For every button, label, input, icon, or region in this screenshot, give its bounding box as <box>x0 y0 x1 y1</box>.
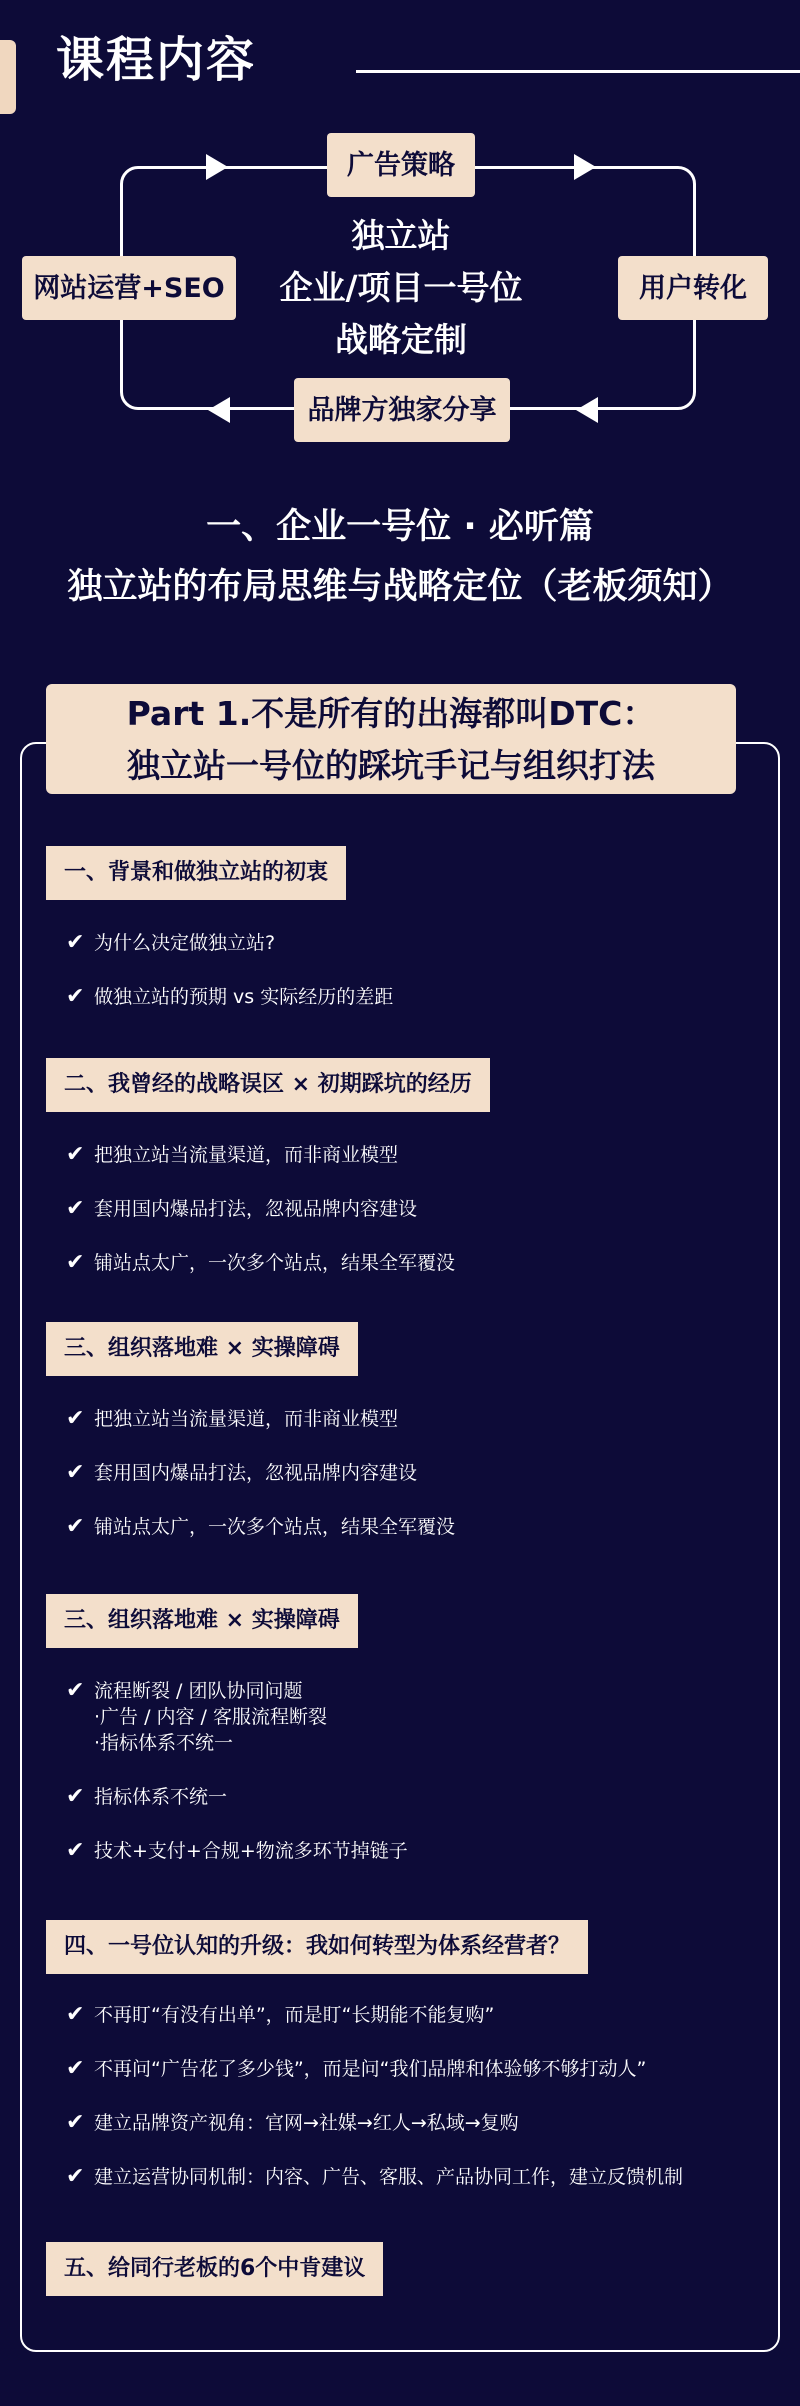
check-icon: ✔ <box>66 2110 85 2135</box>
list-subitem: ·广告 / 内容 / 客服流程断裂 <box>94 1706 328 1728</box>
list-item-text: 建立运营协同机制：内容、广告、客服、产品协同工作，建立反馈机制 <box>94 2166 684 2188</box>
list-item <box>66 1678 302 1704</box>
list-item-text: 为什么决定做独立站? <box>94 932 276 954</box>
list-item <box>66 2002 494 2028</box>
check-icon: ✔ <box>66 1514 85 1539</box>
list-item-text: 不再盯“有没有出单”，而是盯“长期能不能复购” <box>94 2004 495 2026</box>
list-item <box>66 1514 455 1540</box>
list-item <box>66 1784 227 1810</box>
list-item-text: 铺站点太广，一次多个站点，结果全军覆没 <box>94 1252 456 1274</box>
check-icon: ✔ <box>66 2164 85 2189</box>
check-icon: ✔ <box>66 1142 85 1167</box>
list-item-text: 把独立站当流量渠道，而非商业模型 <box>94 1408 399 1430</box>
check-icon: ✔ <box>66 1460 85 1485</box>
tag-brand-sharing: 品牌方独家分享 <box>294 378 510 442</box>
part-title-line: Part 1.不是所有的出海都叫DTC： <box>126 694 656 733</box>
arrow-left-icon <box>208 397 230 423</box>
check-icon: ✔ <box>66 2056 85 2081</box>
accent-bar <box>0 40 16 114</box>
arrow-right-icon <box>574 154 596 180</box>
list-item-text: 流程断裂 / 团队协同问题 <box>94 1680 303 1702</box>
check-icon: ✔ <box>66 1406 85 1431</box>
check-icon: ✔ <box>66 1784 85 1809</box>
tag-ad-strategy: 广告策略 <box>327 133 475 197</box>
section-heading: 二、我曾经的战略误区 × 初期踩坑的经历 <box>46 1058 490 1112</box>
section-heading: 五、给同行老板的6个中肯建议 <box>46 2242 383 2296</box>
check-icon: ✔ <box>66 1250 85 1275</box>
list-item <box>66 2164 683 2190</box>
list-item <box>66 1838 408 1864</box>
list-item <box>66 984 393 1010</box>
tag-user-conversion: 用户转化 <box>618 256 768 320</box>
list-item <box>66 930 275 956</box>
check-icon: ✔ <box>66 930 85 955</box>
part-title-box <box>46 684 736 794</box>
check-icon: ✔ <box>66 984 85 1009</box>
section-heading: 一、背景和做独立站的初衷 <box>46 846 346 900</box>
check-icon: ✔ <box>66 1196 85 1221</box>
list-item-text: 指标体系不统一 <box>94 1786 228 1808</box>
list-item-text: 把独立站当流量渠道，而非商业模型 <box>94 1144 399 1166</box>
section-heading: 三、组织落地难 × 实操障碍 <box>46 1322 358 1376</box>
list-item-text: 建立品牌资产视角：官网→社媒→红人→私域→复购 <box>94 2112 519 2134</box>
arrow-left-icon <box>576 397 598 423</box>
center-line: 战略定制 <box>335 320 467 359</box>
list-item <box>66 1460 417 1486</box>
tag-site-operation: 网站运营+SEO <box>22 256 236 320</box>
check-icon: ✔ <box>66 2002 85 2027</box>
list-item-text: 铺站点太广，一次多个站点，结果全军覆没 <box>94 1516 456 1538</box>
list-item <box>66 1250 455 1276</box>
list-item <box>66 1406 398 1432</box>
list-item <box>66 2110 519 2136</box>
list-item-text: 套用国内爆品打法，忽视品牌内容建设 <box>94 1198 418 1220</box>
list-item <box>66 2056 646 2082</box>
title-divider <box>356 70 800 73</box>
part-title-line: 独立站一号位的踩坑手记与组织打法 <box>127 746 655 785</box>
list-subitem: ·指标体系不统一 <box>94 1732 234 1754</box>
section-subtitle: 独立站的布局思维与战略定位（老板须知） <box>67 567 733 607</box>
section-heading: 三、组织落地难 × 实操障碍 <box>46 1594 358 1648</box>
list-item-text: 不再问“广告花了多少钱”，而是问“我们品牌和体验够不够打动人” <box>94 2058 647 2080</box>
list-item-text: 做独立站的预期 vs 实际经历的差距 <box>94 986 394 1008</box>
check-icon: ✔ <box>66 1678 85 1703</box>
list-item <box>66 1142 398 1168</box>
list-item-text: 套用国内爆品打法，忽视品牌内容建设 <box>94 1462 418 1484</box>
center-line: 企业/项目一号位 <box>279 268 523 307</box>
list-item-text: 技术+支付+合规+物流多环节掉链子 <box>94 1840 408 1862</box>
list-item <box>66 1196 417 1222</box>
center-line: 独立站 <box>351 216 451 255</box>
section-title: 一、企业一号位 · 必听篇 <box>206 507 594 547</box>
arrow-right-icon <box>206 154 228 180</box>
page-title: 课程内容 <box>56 32 257 88</box>
check-icon: ✔ <box>66 1838 85 1863</box>
diagram-center-text <box>240 210 562 366</box>
section-heading: 四、一号位认知的升级：我如何转型为体系经营者？ <box>46 1920 588 1974</box>
